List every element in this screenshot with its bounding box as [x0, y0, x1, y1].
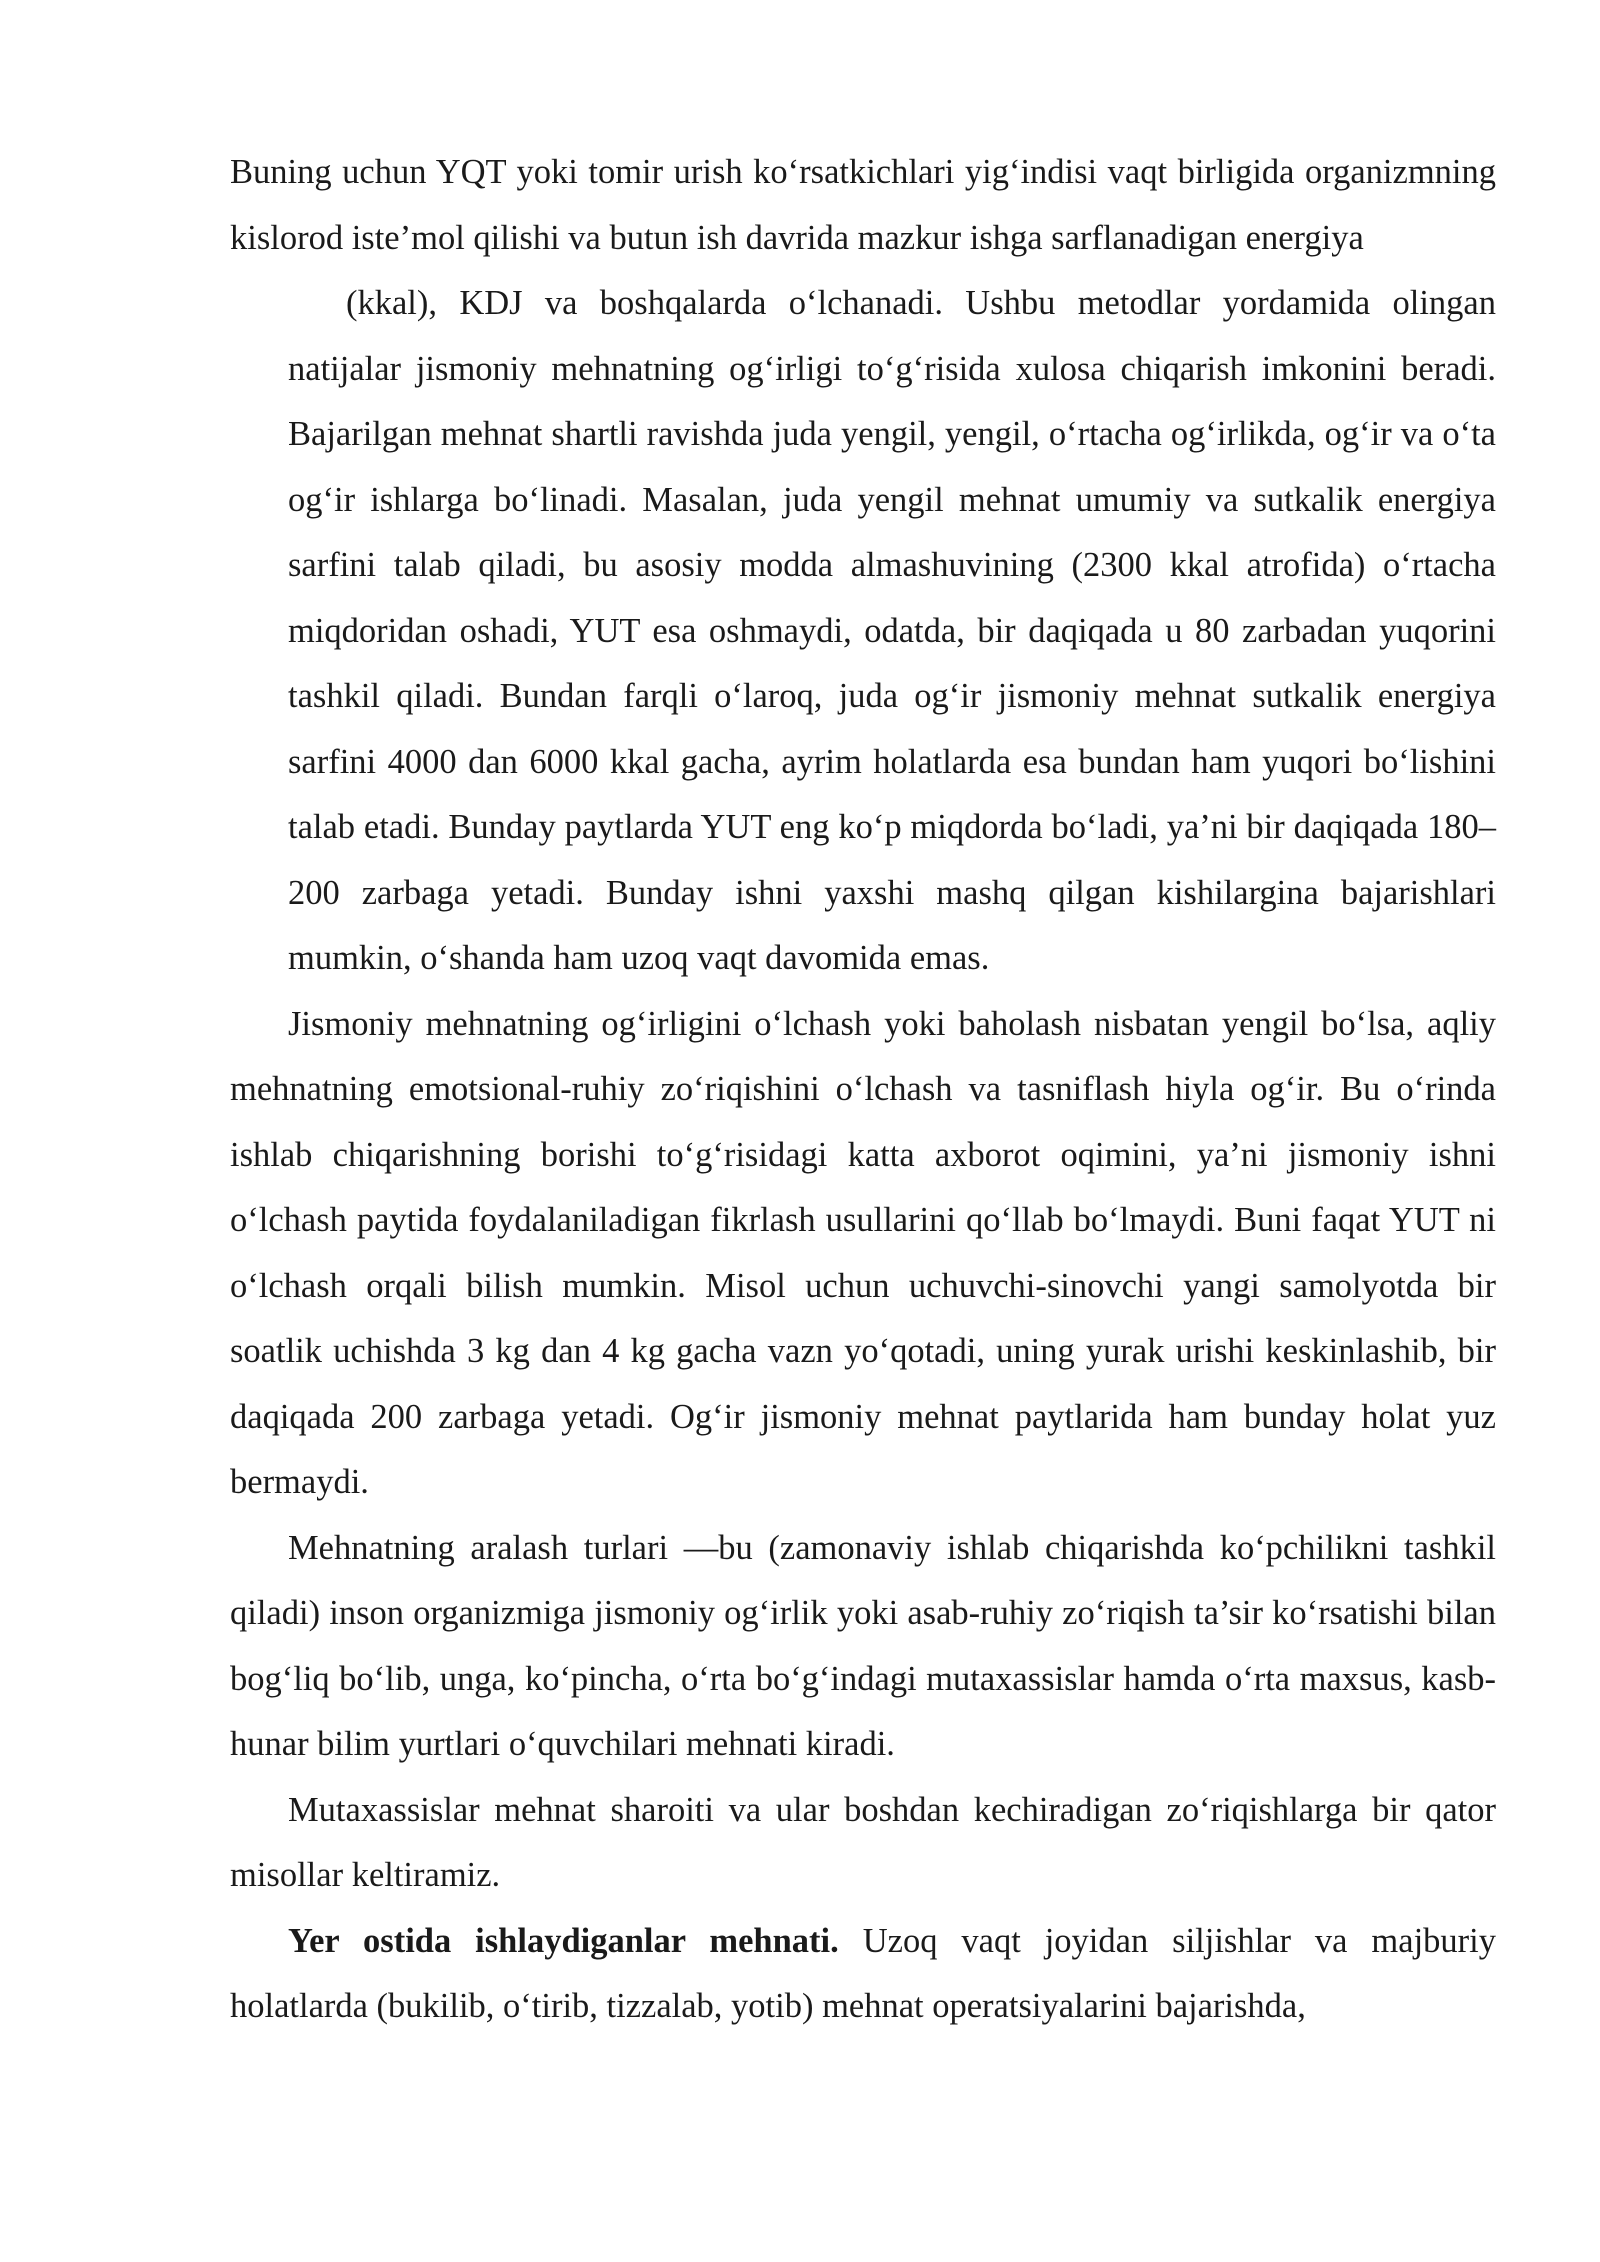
paragraph-6-text: Uzoq vaqt joyidan siljishlar va majburiy holatlarda (bukilib, o‘tirib, tizzalab, yotib) mehnat operatsiyalarini bajarishda, [230, 1921, 1496, 2025]
paragraph-4: Mehnatning aralash turlari —bu (zamonaviy ishlab chiqarishda ko‘pchilikni tashkil qiladi) inson organizmiga jismoniy og‘irlik yoki asab-ruhiy zo‘riqish ta’sir ko‘rsatishi bilan bog‘liq bo‘lib, unga, ko‘pincha, o‘rta bo‘g‘indagi mutaxassislar hamda o‘rta maxsus, kasb-hunar bilim yurtlari o‘quvchilari mehnati kiradi. [230, 1528, 1496, 1763]
paragraph-1: Buning uchun YQT yoki tomir urish ko‘rsatkichlari yig‘indisi vaqt birligida organizmning kislorod iste’mol qilishi va butun ish davrida mazkur ishga sarflanadigan energiya [230, 153, 1496, 257]
paragraph-6 [230, 1909, 1496, 2040]
paragraph-3: Jismoniy mehnatning og‘irligini o‘lchash yoki baholash nisbatan yengil bo‘lsa, aqliy mehnatning emotsional-ruhiy zo‘riqishini o‘lchash va tasniflash hiyla og‘ir. Bu o‘rinda ishlab chiqarishning borishi to‘g‘risidagi katta axborot oqimini, ya’ni jismoniy ishni o‘lchash paytida foydalaniladigan fikrlash usullarini qo‘llab bo‘lmaydi. Buni faqat YUT ni o‘lchash orqali bilish mumkin. Misol uchun uchuvchi-sinovchi yangi samolyotda bir soatlik uchishda 3 kg dan 4 kg gacha vazn yo‘qotadi, uning yurak urishi keskinlashib, bir daqiqada 200 zarbaga yetadi. Og‘ir jismoniy mehnat paytlarida ham bunday holat yuz bermaydi. [230, 1004, 1496, 1501]
paragraph-5: Mutaxassislar mehnat sharoiti va ular boshdan kechiradigan zo‘riqishlarga bir qator misollar keltiramiz. [230, 1790, 1496, 1894]
section-heading: Yer ostida ishlaydiganlar mehnati. [288, 1921, 839, 1960]
paragraph-2 [230, 271, 1496, 992]
document-page [230, 140, 1496, 2040]
paragraph-2-text: (kkal), KDJ va boshqalarda o‘lchanadi. Ushbu metodlar yordamida olingan natijalar jismoniy mehnatning og‘irligi to‘g‘risida xulosa chiqarish imkonini beradi. Bajarilgan mehnat shartli ravishda juda yengil, yengil, o‘rtacha og‘irlikda, og‘ir va o‘ta og‘ir ishlarga bo‘linadi. Masalan, juda yengil mehnat umumiy va sutkalik energiya sarfini talab qiladi, bu asosiy modda almashuvining (2300 kkal atrofida) o‘rtacha miqdoridan oshadi, YUT esa oshmaydi, odatda, bir daqiqada u 80 zarbadan yuqorini tashkil qiladi. Bundan farqli o‘laroq, juda og‘ir jismoniy mehnat sutkalik energiya sarfini 4000 dan 6000 kkal gacha, ayrim holatlarda esa bundan ham yuqori bo‘lishini talab etadi. Bunday paytlarda YUT eng ko‘p miqdorda bo‘ladi, ya’ni bir daqiqada 180–200 zarbaga yetadi. Bunday ishni yaxshi mashq qilgan kishilargina bajarishlari mumkin, o‘shanda ham uzoq vaqt davomida emas. [288, 284, 1496, 977]
